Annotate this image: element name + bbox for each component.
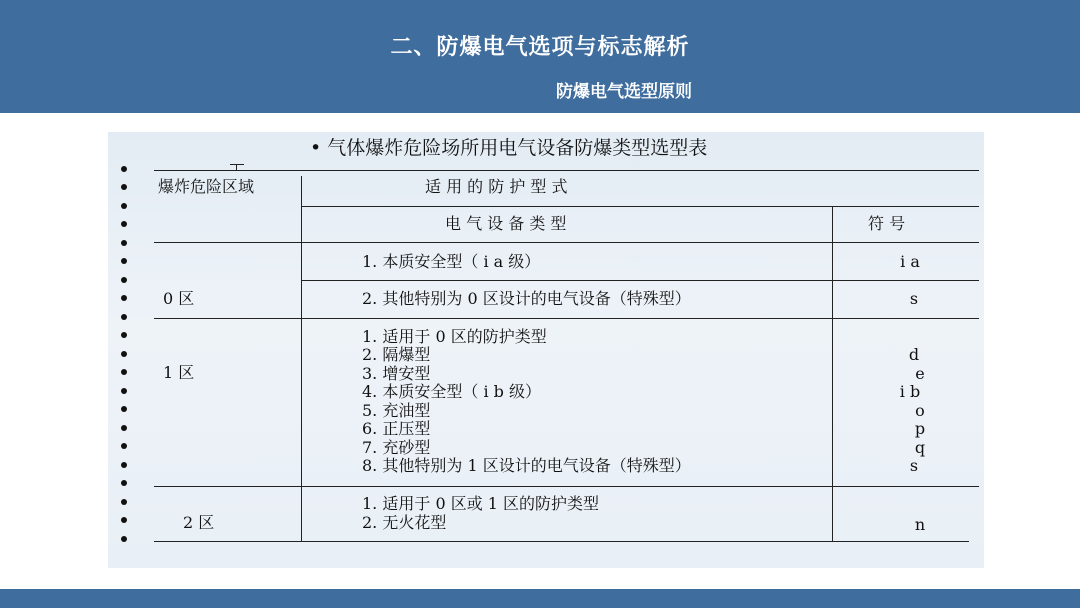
- table-row: 3. 增安型: [362, 364, 431, 383]
- header-zone: 爆炸危险区域: [158, 177, 255, 196]
- symbol-cell: n: [914, 515, 926, 534]
- table-row: 8. 其他特别为 1 区设计的电气设备（特殊型）: [362, 456, 691, 475]
- table-row: 2. 隔爆型: [362, 345, 431, 364]
- bullet-icon: [121, 258, 127, 264]
- table-row: 4. 本质安全型（ i b 级）: [362, 382, 541, 401]
- table-row: 2. 其他特别为 0 区设计的电气设备（特殊型）: [362, 289, 691, 308]
- bullet-icon: [121, 406, 127, 412]
- bullet-icon: [121, 369, 127, 375]
- bullet-icon: [121, 221, 127, 227]
- rule-col1: [301, 176, 302, 541]
- rule-zone1-bottom: [154, 486, 979, 487]
- symbol-cell: d: [908, 345, 920, 364]
- rule-zone0-bottom: [154, 318, 979, 319]
- bullet-icon: [121, 536, 127, 542]
- table-row: 1. 适用于 0 区或 1 区的防护类型: [362, 494, 600, 513]
- table-row: 5. 充油型: [362, 401, 431, 420]
- symbol-cell: s: [909, 456, 919, 475]
- bullet-icon: [121, 295, 127, 301]
- symbol-cell: i b: [899, 382, 921, 401]
- bullet-icon: [121, 425, 127, 431]
- bullet-icon: [121, 203, 127, 209]
- table-row: 1. 本质安全型（ i a 级）: [362, 252, 541, 271]
- table-caption: • 气体爆炸危险场所用电气设备防爆类型选型表: [310, 137, 708, 159]
- header-equipment: 电 气 设 备 类 型: [445, 214, 567, 233]
- zone1-label: 1 区: [163, 363, 195, 382]
- rule-header-bottom: [154, 242, 979, 243]
- bullet-icon: [121, 277, 127, 283]
- bullet-icon: [121, 517, 127, 523]
- symbol-cell: s: [909, 289, 919, 308]
- symbol-cell: p: [914, 419, 926, 438]
- rule-tick: [230, 164, 244, 165]
- header-bar: [0, 0, 1080, 113]
- rule-tick: [236, 164, 237, 171]
- table-row: 6. 正压型: [362, 419, 431, 438]
- bullet-icon: [121, 314, 127, 320]
- bullet-icon: [121, 462, 127, 468]
- page-subtitle: 防爆电气选型原则: [556, 82, 692, 102]
- rule-zone0-mid: [301, 280, 979, 281]
- symbol-cell: o: [915, 401, 925, 420]
- bullet-icon: [121, 388, 127, 394]
- bullet-icon: [121, 332, 127, 338]
- zone0-label: 0 区: [163, 289, 195, 308]
- symbol-cell: q: [914, 438, 926, 457]
- rule-subheader: [301, 206, 979, 207]
- bullet-icon: [121, 351, 127, 357]
- rule-top: [154, 170, 979, 171]
- bullet-icon: [121, 184, 127, 190]
- bullet-icon: [121, 443, 127, 449]
- page-title: 二、防爆电气选项与标志解析: [390, 35, 690, 60]
- zone2-label: 2 区: [183, 513, 215, 532]
- symbol-cell: e: [915, 364, 925, 383]
- symbol-cell: i a: [900, 252, 920, 271]
- rule-bottom: [154, 541, 969, 542]
- header-symbol: 符 号: [868, 214, 906, 233]
- table-row: 2. 无火花型: [362, 513, 447, 532]
- footer-bar: [0, 589, 1080, 608]
- bullet-icon: [121, 480, 127, 486]
- bullet-icon: [121, 240, 127, 246]
- table-row: 1. 适用于 0 区的防护类型: [362, 327, 547, 346]
- bullet-icon: [121, 499, 127, 505]
- bullet-icon: [121, 166, 127, 172]
- table-row: 7. 充砂型: [362, 438, 431, 457]
- header-protection: 适 用 的 防 护 型 式: [425, 177, 568, 196]
- rule-col2: [832, 206, 833, 541]
